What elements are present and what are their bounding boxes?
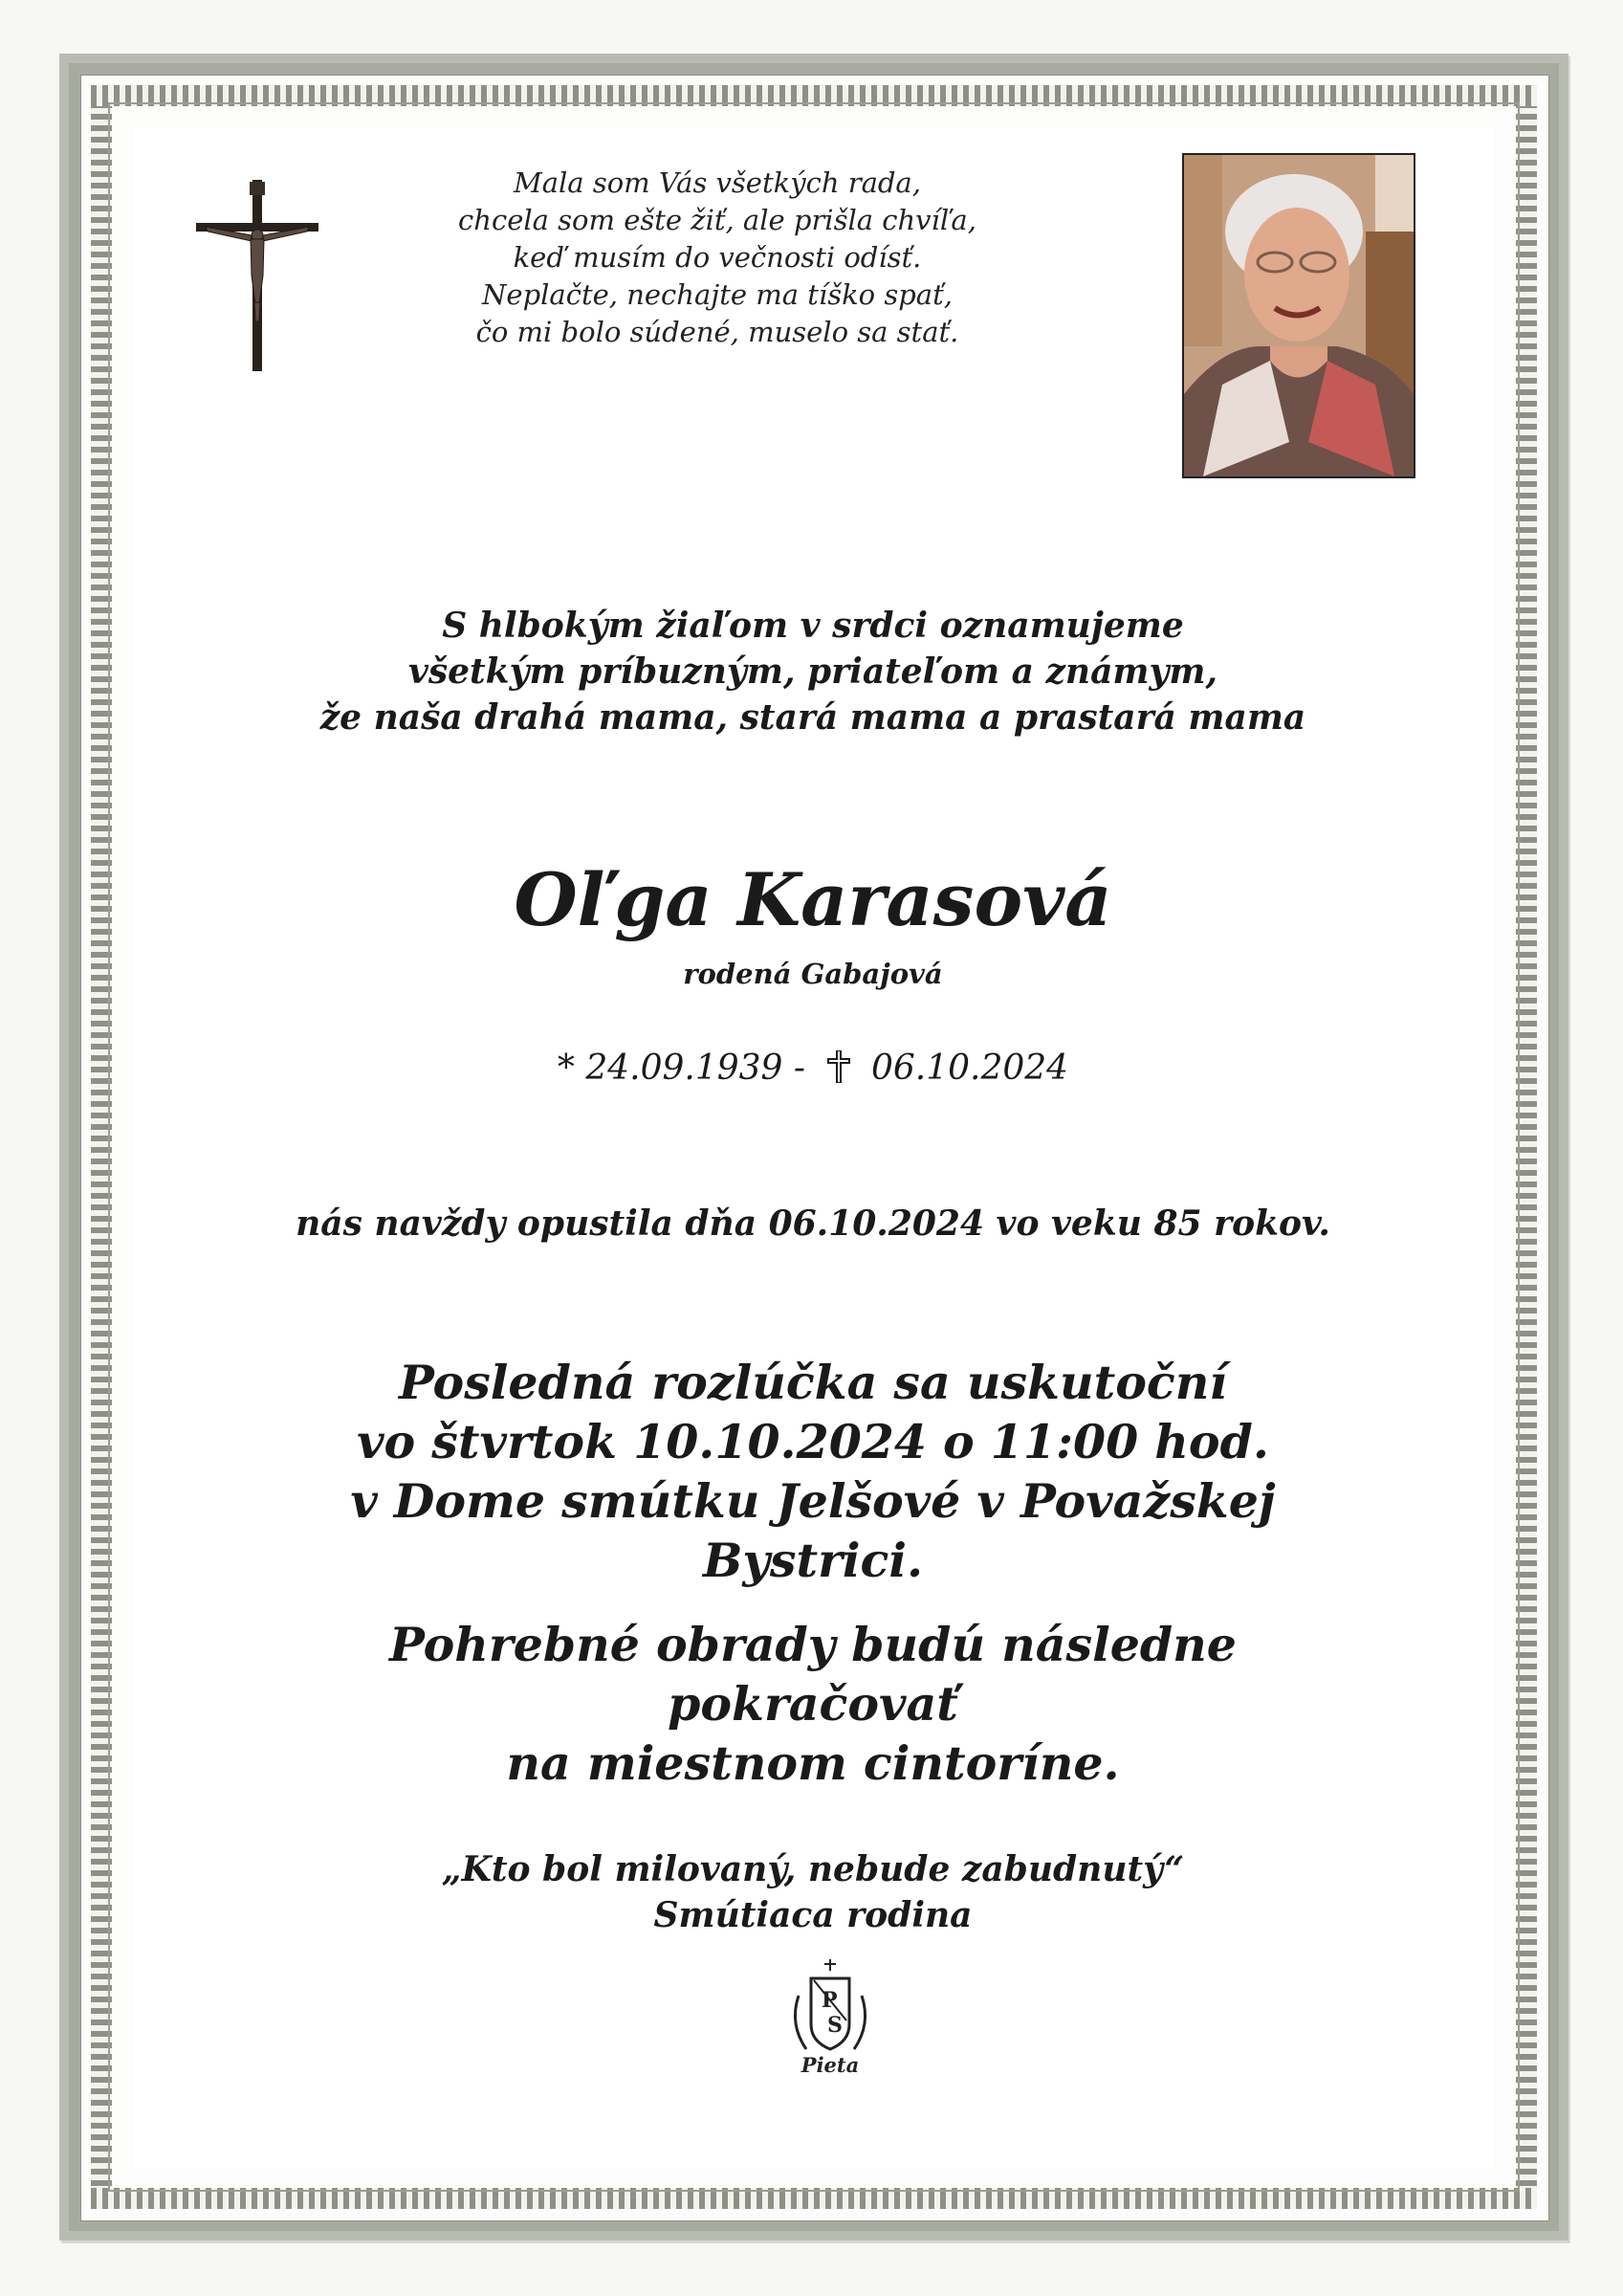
portrait-image — [1184, 155, 1414, 476]
farewell-line: v Dome smútku Jelšové v Považskej Bystrici. — [350, 1473, 1276, 1588]
logo-monogram-s: S — [827, 2013, 843, 2038]
farewell-info — [239, 1353, 1387, 1590]
maiden-name: rodená Gabajová — [683, 958, 943, 990]
intro-line: že naša drahá mama, stará mama a prastará mama — [319, 697, 1306, 738]
passing-message: nás navždy opustila dňa 06.10.2024 vo veku 85 rokov. — [296, 1203, 1330, 1244]
closing-signature: Smútiaca rodina — [653, 1895, 973, 1935]
intro-line: S hlbokým žiaľom v srdci oznamujeme — [442, 606, 1184, 646]
intro-line: všetkým príbuzným, priateľom a známym, — [407, 651, 1218, 692]
death-cross-icon — [826, 1050, 851, 1083]
farewell-line: Posledná rozlúčka sa uskutoční — [398, 1355, 1228, 1410]
burial-info — [239, 1615, 1387, 1793]
poem-line: Neplačte, nechajte ma tíško spať, — [482, 278, 953, 311]
logo-monogram-p: P — [822, 1988, 838, 2013]
deceased-name: Oľga Karasová — [514, 857, 1112, 942]
poem — [402, 165, 1033, 351]
death-date: 06.10.2024 — [870, 1049, 1069, 1088]
burial-line: na miestnom cintoríne. — [506, 1735, 1120, 1791]
poem-line: čo mi bolo súdené, muselo sa stať. — [475, 316, 959, 348]
announcement-intro — [239, 603, 1387, 740]
closing-quote: „Kto bol milovaný, nebude zabudnutý“ — [441, 1849, 1185, 1889]
closing — [239, 1846, 1387, 1938]
burial-line: Pohrebné obrady budú následne pokračovať — [389, 1617, 1237, 1732]
poem-line: keď musím do večnosti odísť. — [513, 241, 922, 274]
poem-line: chcela som ešte žiť, ale prišla chvíľa, — [458, 204, 976, 236]
pieta-logo-text: Pieta — [801, 2053, 860, 2077]
poem-line: Mala som Vás všetkých rada, — [514, 166, 921, 199]
farewell-line: vo štvrtok 10.10.2024 o 11:00 hod. — [357, 1414, 1269, 1469]
life-dates — [239, 1047, 1387, 1091]
birth-date: * 24.09.1939 - — [557, 1049, 806, 1088]
crucifix-icon — [196, 180, 318, 371]
portrait-photo — [1182, 153, 1415, 478]
